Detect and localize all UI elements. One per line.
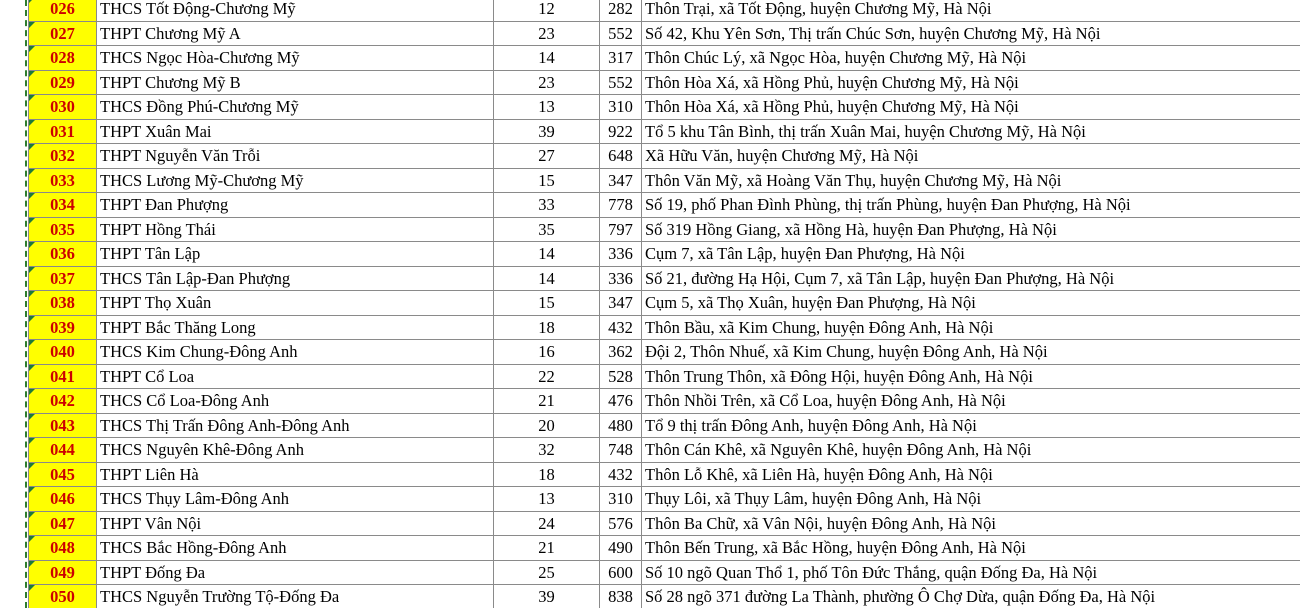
cell-school-name[interactable]: THPT Chương Mỹ A xyxy=(97,21,494,46)
cell-room-count[interactable]: 39 xyxy=(494,585,600,608)
table-row xyxy=(29,144,1300,169)
cell-site-code[interactable]: 047 xyxy=(29,511,97,536)
cell-candidate-count[interactable]: 476 xyxy=(600,389,642,414)
cell-room-count[interactable]: 14 xyxy=(494,46,600,71)
cell-school-name[interactable]: THPT Liên Hà xyxy=(97,462,494,487)
cell-site-code[interactable]: 030 xyxy=(29,95,97,120)
cell-candidate-count[interactable]: 600 xyxy=(600,560,642,585)
cell-site-code[interactable]: 050 xyxy=(29,585,97,608)
cell-school-name[interactable]: THCS Đồng Phú-Chương Mỹ xyxy=(97,95,494,120)
cell-site-code[interactable]: 045 xyxy=(29,462,97,487)
cell-address[interactable]: Cụm 5, xã Thọ Xuân, huyện Đan Phượng, Hà Nội xyxy=(642,291,1300,316)
cell-school-name[interactable]: THCS Thị Trấn Đông Anh-Đông Anh xyxy=(97,413,494,438)
cell-site-code[interactable]: 028 xyxy=(29,46,97,71)
cell-school-name[interactable]: THPT Xuân Mai xyxy=(97,119,494,144)
cell-address[interactable]: Số 10 ngõ Quan Thổ 1, phố Tôn Đức Thắng, quận Đống Đa, Hà Nội xyxy=(642,560,1300,585)
table-row xyxy=(29,413,1300,438)
table-row xyxy=(29,21,1300,46)
cell-site-code[interactable]: 042 xyxy=(29,389,97,414)
cell-address[interactable]: Thôn Ba Chữ, xã Vân Nội, huyện Đông Anh, Hà Nội xyxy=(642,511,1300,536)
table-row xyxy=(29,266,1300,291)
copy-selection-border xyxy=(25,0,27,608)
cell-address[interactable]: Số 21, đường Hạ Hội, Cụm 7, xã Tân Lập, huyện Đan Phượng, Hà Nội xyxy=(642,266,1300,291)
cell-candidate-count[interactable]: 648 xyxy=(600,144,642,169)
cell-address[interactable]: Thụy Lôi, xã Thụy Lâm, huyện Đông Anh, Hà Nội xyxy=(642,487,1300,512)
table-row xyxy=(29,46,1300,71)
cell-school-name[interactable]: THCS Thụy Lâm-Đông Anh xyxy=(97,487,494,512)
cell-site-code[interactable]: 041 xyxy=(29,364,97,389)
cell-address[interactable]: Tổ 9 thị trấn Đông Anh, huyện Đông Anh, Hà Nội xyxy=(642,413,1300,438)
cell-school-name[interactable]: THCS Cổ Loa-Đông Anh xyxy=(97,389,494,414)
table-row xyxy=(29,585,1300,608)
cell-room-count[interactable]: 39 xyxy=(494,119,600,144)
cell-address[interactable]: Thôn Cán Khê, xã Nguyên Khê, huyện Đông Anh, Hà Nội xyxy=(642,438,1300,463)
cell-site-code[interactable]: 038 xyxy=(29,291,97,316)
cell-room-count[interactable]: 24 xyxy=(494,511,600,536)
table-row xyxy=(29,340,1300,365)
table-row xyxy=(29,168,1300,193)
cell-room-count[interactable]: 21 xyxy=(494,536,600,561)
table-row xyxy=(29,242,1300,267)
table-row xyxy=(29,560,1300,585)
cell-room-count[interactable]: 18 xyxy=(494,462,600,487)
table-row xyxy=(29,511,1300,536)
row-gutter xyxy=(0,0,25,608)
cell-site-code[interactable]: 026 xyxy=(29,0,97,21)
cell-room-count[interactable]: 15 xyxy=(494,168,600,193)
cell-candidate-count[interactable]: 552 xyxy=(600,21,642,46)
cell-candidate-count[interactable]: 317 xyxy=(600,46,642,71)
cell-school-name[interactable]: THPT Tân Lập xyxy=(97,242,494,267)
cell-candidate-count[interactable]: 310 xyxy=(600,487,642,512)
cell-site-code[interactable]: 039 xyxy=(29,315,97,340)
cell-room-count[interactable]: 14 xyxy=(494,242,600,267)
cell-address[interactable]: Thôn Chúc Lý, xã Ngọc Hòa, huyện Chương Mỹ, Hà Nội xyxy=(642,46,1300,71)
cell-room-count[interactable]: 15 xyxy=(494,291,600,316)
table-row xyxy=(29,217,1300,242)
cell-candidate-count[interactable]: 922 xyxy=(600,119,642,144)
cell-site-code[interactable]: 048 xyxy=(29,536,97,561)
cell-room-count[interactable]: 20 xyxy=(494,413,600,438)
cell-candidate-count[interactable]: 528 xyxy=(600,364,642,389)
cell-address[interactable]: Thôn Lỗ Khê, xã Liên Hà, huyện Đông Anh, Hà Nội xyxy=(642,462,1300,487)
table-row xyxy=(29,462,1300,487)
cell-site-code[interactable]: 035 xyxy=(29,217,97,242)
cell-site-code[interactable]: 033 xyxy=(29,168,97,193)
cell-school-name[interactable]: THPT Đống Đa xyxy=(97,560,494,585)
cell-site-code[interactable]: 032 xyxy=(29,144,97,169)
cell-candidate-count[interactable]: 336 xyxy=(600,266,642,291)
cell-room-count[interactable]: 14 xyxy=(494,266,600,291)
cell-room-count[interactable]: 16 xyxy=(494,340,600,365)
cell-room-count[interactable]: 32 xyxy=(494,438,600,463)
cell-site-code[interactable]: 049 xyxy=(29,560,97,585)
cell-candidate-count[interactable]: 432 xyxy=(600,315,642,340)
cell-candidate-count[interactable]: 576 xyxy=(600,511,642,536)
table-row xyxy=(29,364,1300,389)
table-row xyxy=(29,389,1300,414)
cell-school-name[interactable]: THCS Tân Lập-Đan Phượng xyxy=(97,266,494,291)
cell-candidate-count[interactable]: 432 xyxy=(600,462,642,487)
table-body xyxy=(29,0,1300,608)
cell-room-count[interactable]: 35 xyxy=(494,217,600,242)
cell-address[interactable]: Số 19, phố Phan Đình Phùng, thị trấn Phùng, huyện Đan Phượng, Hà Nội xyxy=(642,193,1300,218)
cell-school-name[interactable]: THPT Đan Phượng xyxy=(97,193,494,218)
cell-candidate-count[interactable]: 748 xyxy=(600,438,642,463)
cell-room-count[interactable]: 18 xyxy=(494,315,600,340)
cell-school-name[interactable]: THPT Nguyễn Văn Trỗi xyxy=(97,144,494,169)
cell-site-code[interactable]: 037 xyxy=(29,266,97,291)
table-row xyxy=(29,119,1300,144)
cell-address[interactable]: Số 42, Khu Yên Sơn, Thị trấn Chúc Sơn, huyện Chương Mỹ, Hà Nội xyxy=(642,21,1300,46)
cell-candidate-count[interactable]: 552 xyxy=(600,70,642,95)
cell-candidate-count[interactable]: 362 xyxy=(600,340,642,365)
cell-address[interactable]: Xã Hữu Văn, huyện Chương Mỹ, Hà Nội xyxy=(642,144,1300,169)
table-row xyxy=(29,438,1300,463)
cell-school-name[interactable]: THCS Lương Mỹ-Chương Mỹ xyxy=(97,168,494,193)
table-row xyxy=(29,0,1300,21)
cell-school-name[interactable]: THPT Bắc Thăng Long xyxy=(97,315,494,340)
cell-school-name[interactable]: THCS Tốt Động-Chương Mỹ xyxy=(97,0,494,21)
cell-room-count[interactable]: 25 xyxy=(494,560,600,585)
cell-site-code[interactable]: 040 xyxy=(29,340,97,365)
table-row xyxy=(29,536,1300,561)
cell-site-code[interactable]: 036 xyxy=(29,242,97,267)
cell-room-count[interactable]: 23 xyxy=(494,21,600,46)
cell-site-code[interactable]: 043 xyxy=(29,413,97,438)
table-row xyxy=(29,291,1300,316)
cell-address[interactable]: Thôn Văn Mỹ, xã Hoàng Văn Thụ, huyện Chương Mỹ, Hà Nội xyxy=(642,168,1300,193)
cell-school-name[interactable]: THCS Bắc Hồng-Đông Anh xyxy=(97,536,494,561)
cell-school-name[interactable]: THCS Nguyên Khê-Đông Anh xyxy=(97,438,494,463)
cell-school-name[interactable]: THCS Nguyễn Trường Tộ-Đống Đa xyxy=(97,585,494,608)
cell-address[interactable]: Số 28 ngõ 371 đường La Thành, phường Ô Chợ Dừa, quận Đống Đa, Hà Nội xyxy=(642,585,1300,608)
cell-room-count[interactable]: 21 xyxy=(494,389,600,414)
cell-address[interactable]: Tổ 5 khu Tân Bình, thị trấn Xuân Mai, huyện Chương Mỹ, Hà Nội xyxy=(642,119,1300,144)
cell-candidate-count[interactable]: 838 xyxy=(600,585,642,608)
cell-address[interactable]: Thôn Hòa Xá, xã Hồng Phủ, huyện Chương Mỹ, Hà Nội xyxy=(642,70,1300,95)
cell-address[interactable]: Thôn Hòa Xá, xã Hồng Phủ, huyện Chương Mỹ, Hà Nội xyxy=(642,95,1300,120)
cell-school-name[interactable]: THPT Cổ Loa xyxy=(97,364,494,389)
cell-address[interactable]: Thôn Bầu, xã Kim Chung, huyện Đông Anh, Hà Nội xyxy=(642,315,1300,340)
cell-room-count[interactable]: 33 xyxy=(494,193,600,218)
cell-candidate-count[interactable]: 282 xyxy=(600,0,642,21)
cell-site-code[interactable]: 027 xyxy=(29,21,97,46)
table-row xyxy=(29,193,1300,218)
cell-candidate-count[interactable]: 347 xyxy=(600,291,642,316)
cell-address[interactable]: Thôn Bến Trung, xã Bắc Hồng, huyện Đông Anh, Hà Nội xyxy=(642,536,1300,561)
cell-address[interactable]: Cụm 7, xã Tân Lập, huyện Đan Phượng, Hà Nội xyxy=(642,242,1300,267)
cell-school-name[interactable]: THPT Thọ Xuân xyxy=(97,291,494,316)
cell-school-name[interactable]: THCS Ngọc Hòa-Chương Mỹ xyxy=(97,46,494,71)
cell-school-name[interactable]: THPT Vân Nội xyxy=(97,511,494,536)
cell-school-name[interactable]: THPT Chương Mỹ B xyxy=(97,70,494,95)
exam-site-table xyxy=(28,0,1300,608)
cell-candidate-count[interactable]: 310 xyxy=(600,95,642,120)
cell-room-count[interactable]: 22 xyxy=(494,364,600,389)
cell-school-name[interactable]: THPT Hồng Thái xyxy=(97,217,494,242)
table-row xyxy=(29,70,1300,95)
table-row xyxy=(29,315,1300,340)
cell-address[interactable]: Đội 2, Thôn Nhuế, xã Kim Chung, huyện Đông Anh, Hà Nội xyxy=(642,340,1300,365)
cell-room-count[interactable]: 27 xyxy=(494,144,600,169)
cell-candidate-count[interactable]: 797 xyxy=(600,217,642,242)
cell-room-count[interactable]: 23 xyxy=(494,70,600,95)
cell-candidate-count[interactable]: 336 xyxy=(600,242,642,267)
cell-site-code[interactable]: 034 xyxy=(29,193,97,218)
cell-site-code[interactable]: 031 xyxy=(29,119,97,144)
cell-site-code[interactable]: 044 xyxy=(29,438,97,463)
table-row xyxy=(29,95,1300,120)
cell-site-code[interactable]: 046 xyxy=(29,487,97,512)
cell-address[interactable]: Số 319 Hồng Giang, xã Hồng Hà, huyện Đan Phượng, Hà Nội xyxy=(642,217,1300,242)
cell-candidate-count[interactable]: 490 xyxy=(600,536,642,561)
cell-address[interactable]: Thôn Nhồi Trên, xã Cổ Loa, huyện Đông Anh, Hà Nội xyxy=(642,389,1300,414)
cell-candidate-count[interactable]: 480 xyxy=(600,413,642,438)
cell-address[interactable]: Thôn Trung Thôn, xã Đông Hội, huyện Đông Anh, Hà Nội xyxy=(642,364,1300,389)
cell-candidate-count[interactable]: 347 xyxy=(600,168,642,193)
cell-room-count[interactable]: 12 xyxy=(494,0,600,21)
cell-address[interactable]: Thôn Trại, xã Tốt Động, huyện Chương Mỹ, Hà Nội xyxy=(642,0,1300,21)
cell-candidate-count[interactable]: 778 xyxy=(600,193,642,218)
cell-room-count[interactable]: 13 xyxy=(494,95,600,120)
cell-school-name[interactable]: THCS Kim Chung-Đông Anh xyxy=(97,340,494,365)
cell-site-code[interactable]: 029 xyxy=(29,70,97,95)
table-row xyxy=(29,487,1300,512)
cell-room-count[interactable]: 13 xyxy=(494,487,600,512)
